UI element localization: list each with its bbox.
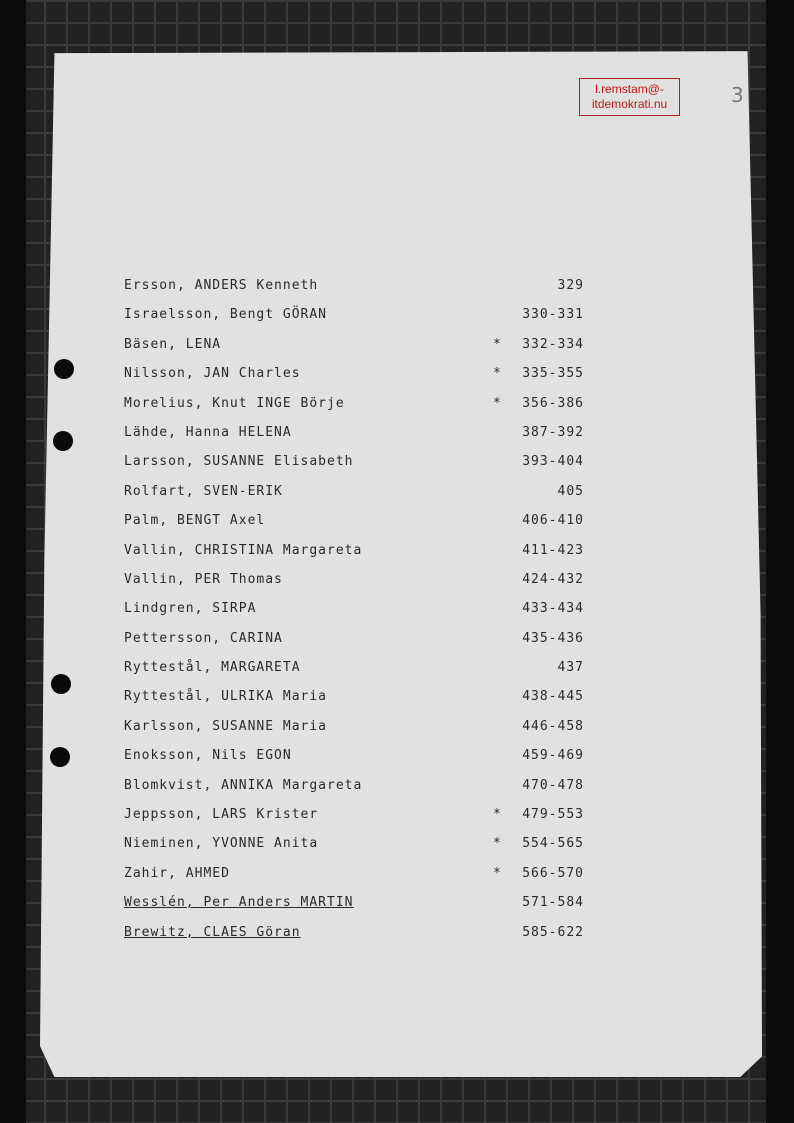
entry-pages: 411-423 (522, 542, 584, 558)
list-item (124, 396, 584, 425)
list-item (124, 278, 584, 307)
entry-pages: 438-445 (522, 689, 584, 705)
punch-hole (54, 359, 74, 379)
stamp-line-1: l.remstam@- (595, 82, 664, 96)
entry-name: Ryttestål, ULRIKA Maria (124, 689, 328, 705)
entry-name: Karlsson, SUSANNE Maria (124, 718, 328, 734)
entry-pages: 435-436 (522, 630, 584, 646)
list-item (124, 513, 584, 542)
entry-pages: 387-392 (522, 424, 584, 440)
entry-pages: 479-553 (522, 807, 584, 823)
entry-name: Ryttestål, MARGARETA (124, 660, 301, 676)
list-item (124, 484, 584, 513)
list-item (124, 895, 584, 924)
list-item (124, 307, 584, 336)
list-item (124, 778, 584, 807)
entry-pages: 554-565 (522, 836, 584, 852)
entry-pages: 393-404 (522, 454, 584, 470)
scan-edge-left (0, 0, 26, 1123)
list-item (124, 836, 584, 865)
entry-name: Palm, BENGT Axel (124, 513, 266, 529)
entry-star: * (493, 836, 501, 852)
list-item (124, 572, 584, 601)
email-stamp (579, 78, 680, 116)
entry-pages: 405 (557, 483, 584, 499)
list-item (124, 631, 584, 660)
entry-pages: 335-355 (522, 366, 584, 382)
entry-pages: 356-386 (522, 395, 584, 411)
list-item (124, 337, 584, 366)
entry-star: * (493, 366, 501, 382)
entry-pages: 459-469 (522, 748, 584, 764)
entry-name: Bäsen, LENA (124, 336, 222, 352)
entry-name: Brewitz, CLAES Göran (124, 924, 301, 940)
entry-star: * (493, 865, 501, 881)
punch-hole (51, 674, 71, 694)
page-number: 3 (731, 83, 744, 107)
entry-name: Pettersson, CARINA (124, 630, 283, 646)
entry-star: * (493, 807, 501, 823)
entry-pages: 424-432 (522, 571, 584, 587)
entry-star: * (493, 395, 501, 411)
list-item (124, 689, 584, 718)
entry-pages: 329 (557, 278, 584, 293)
entry-pages: 585-622 (522, 924, 584, 940)
list-item (124, 866, 584, 895)
entry-pages: 571-584 (522, 895, 584, 911)
entry-pages: 470-478 (522, 777, 584, 793)
entry-name: Morelius, Knut INGE Börje (124, 395, 345, 411)
stamp-line-2: itdemokrati.nu (591, 97, 668, 111)
list-item (124, 925, 584, 954)
entry-pages: 330-331 (522, 307, 584, 323)
entry-name: Zahir, AHMED (124, 865, 230, 881)
entry-name: Vallin, CHRISTINA Margareta (124, 542, 363, 558)
entry-name: Vallin, PER Thomas (124, 571, 283, 587)
entry-pages: 446-458 (522, 718, 584, 734)
entry-name: Jeppsson, LARS Krister (124, 807, 319, 823)
entry-name: Enoksson, Nils EGON (124, 748, 292, 764)
name-list (124, 278, 584, 954)
entry-name: Rolfart, SVEN-ERIK (124, 483, 283, 499)
list-item (124, 366, 584, 395)
entry-name: Blomkvist, ANNIKA Margareta (124, 777, 363, 793)
entry-name: Wesslén, Per Anders MARTIN (124, 895, 354, 911)
entry-name: Ersson, ANDERS Kenneth (124, 278, 319, 293)
list-item (124, 543, 584, 572)
list-item (124, 807, 584, 836)
entry-name: Nieminen, YVONNE Anita (124, 836, 319, 852)
entry-name: Nilsson, JAN Charles (124, 366, 301, 382)
entry-pages: 437 (557, 660, 584, 676)
list-item (124, 660, 584, 689)
entry-pages: 566-570 (522, 865, 584, 881)
entry-pages: 433-434 (522, 601, 584, 617)
list-item (124, 454, 584, 483)
entry-pages: 332-334 (522, 336, 584, 352)
punch-hole (50, 747, 70, 767)
entry-pages: 406-410 (522, 513, 584, 529)
punch-hole (53, 431, 73, 451)
scan-edge-right (766, 0, 794, 1123)
list-item (124, 425, 584, 454)
entry-star: * (493, 336, 501, 352)
entry-name: Lindgren, SIRPA (124, 601, 257, 617)
entry-name: Larsson, SUSANNE Elisabeth (124, 454, 354, 470)
list-item (124, 719, 584, 748)
entry-name: Lähde, Hanna HELENA (124, 424, 292, 440)
list-item (124, 748, 584, 777)
list-item (124, 601, 584, 630)
entry-name: Israelsson, Bengt GÖRAN (124, 307, 328, 323)
